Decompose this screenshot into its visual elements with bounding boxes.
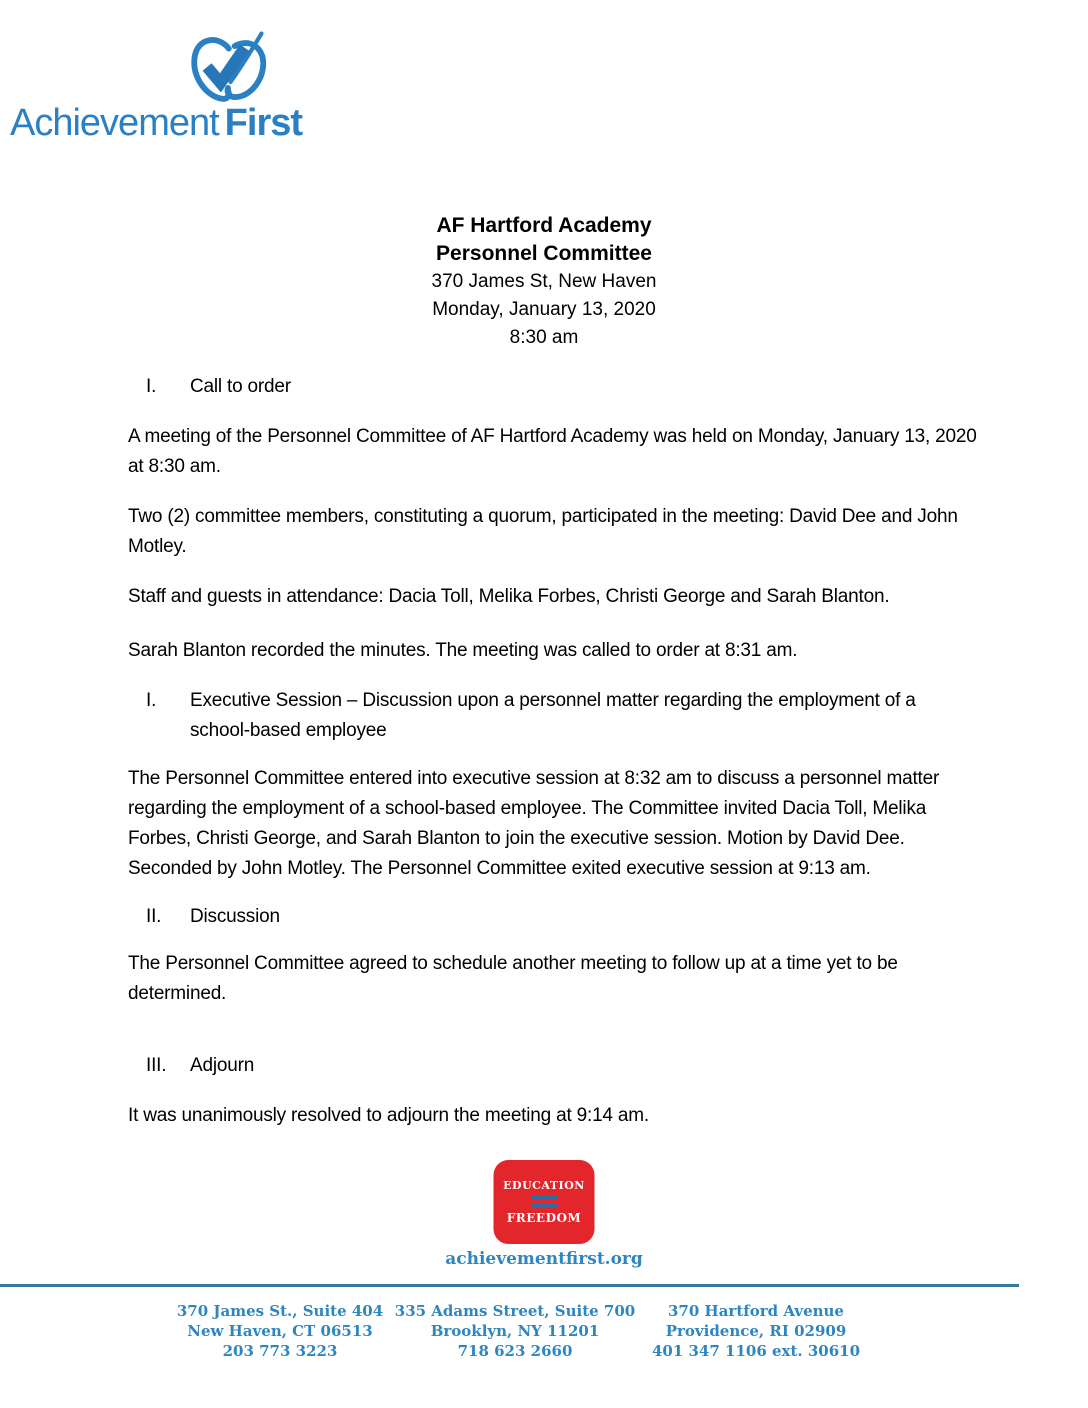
education-freedom-badge bbox=[494, 1160, 595, 1244]
footer-address-line: Providence, RI 02909 bbox=[665, 1322, 847, 1340]
paragraph-attendance: Staff and guests in attendance: Dacia Toll, Melika Forbes, Christi George and Sarah Blanton. bbox=[128, 586, 890, 607]
logo-wordmark-achievement: Achievement bbox=[10, 102, 219, 144]
paragraph-called-to-order: Sarah Blanton recorded the minutes. The meeting was called to order at 8:31 am. bbox=[128, 640, 798, 661]
footer-address-line: 370 James St., Suite 404 bbox=[176, 1302, 384, 1320]
footer-address-providence bbox=[652, 1301, 860, 1361]
agenda-label: Executive Session – Discussion upon a personnel matter regarding the employment of a school-based employee bbox=[190, 690, 916, 741]
paragraph-quorum: Two (2) committee members, constituting a quorum, participated in the meeting: David Dee and John Motley. bbox=[128, 506, 958, 557]
footer-phone: 718 623 2660 bbox=[457, 1342, 573, 1360]
footer-address-line: New Haven, CT 06513 bbox=[187, 1322, 373, 1340]
title-time: 8:30 am bbox=[509, 327, 579, 348]
document-title-block bbox=[0, 212, 1088, 352]
title-date: Monday, January 13, 2020 bbox=[432, 299, 656, 320]
agenda-numeral: II. bbox=[146, 906, 162, 927]
logo-wordmark-first: First bbox=[224, 102, 303, 144]
achievement-first-logo bbox=[10, 22, 320, 152]
footer-phone: 203 773 3223 bbox=[222, 1342, 338, 1360]
equals-icon bbox=[531, 1196, 557, 1207]
agenda-item-adjourn bbox=[128, 1051, 978, 1081]
paragraph-meeting-held: A meeting of the Personnel Committee of AF Hartford Academy was held on Monday, January 13, 2020 at 8:30 am. bbox=[128, 426, 977, 477]
footer-address-line: 335 Adams Street, Suite 700 bbox=[394, 1302, 636, 1320]
footer-address-line: Brooklyn, NY 11201 bbox=[430, 1322, 600, 1340]
footer-address-line: 370 Hartford Avenue bbox=[668, 1302, 844, 1320]
agenda-label: Adjourn bbox=[190, 1055, 255, 1076]
title-address: 370 James St, New Haven bbox=[431, 271, 657, 292]
paragraph-discussion: The Personnel Committee agreed to schedule another meeting to follow up at a time yet to be determined. bbox=[128, 953, 898, 1004]
agenda-item-executive-session bbox=[128, 686, 978, 746]
achievementfirst-org-link[interactable]: achievementfirst.org bbox=[445, 1249, 643, 1269]
title-committee: Personnel Committee bbox=[436, 242, 652, 265]
title-organization: AF Hartford Academy bbox=[436, 214, 652, 237]
logo-wordmark bbox=[10, 102, 302, 145]
paragraph-executive-session: The Personnel Committee entered into executive session at 8:32 am to discuss a personnel matter regarding the employment of a school-based employee. The Committee invited Dacia Toll, Melika Forbes, Christi George, and Sarah Blanton to join the executive session. Motion by David Dee. Seconded by John Motley. The Personnel Committee exited executive session at 9:13 am. bbox=[128, 768, 940, 879]
agenda-numeral: I. bbox=[146, 376, 157, 397]
agenda-label: Discussion bbox=[190, 906, 280, 927]
agenda-numeral: III. bbox=[146, 1055, 167, 1076]
agenda-label: Call to order bbox=[190, 376, 291, 397]
badge-education-label: EDUCATION bbox=[503, 1179, 585, 1192]
site-link-row bbox=[0, 1249, 1088, 1269]
agenda-item-call-to-order bbox=[128, 372, 978, 402]
footer-address-new-haven bbox=[177, 1301, 383, 1361]
badge-freedom-label: FREEDOM bbox=[506, 1211, 582, 1225]
footer-address-brooklyn bbox=[395, 1301, 635, 1361]
agenda-numeral: I. bbox=[146, 690, 157, 711]
paragraph-adjourn: It was unanimously resolved to adjourn the meeting at 9:14 am. bbox=[128, 1105, 649, 1126]
footer-phone: 401 347 1106 ext. 30610 bbox=[651, 1342, 861, 1360]
minutes-body bbox=[128, 372, 978, 1151]
agenda-item-discussion bbox=[128, 902, 978, 932]
footer-divider-line bbox=[0, 1284, 1019, 1287]
